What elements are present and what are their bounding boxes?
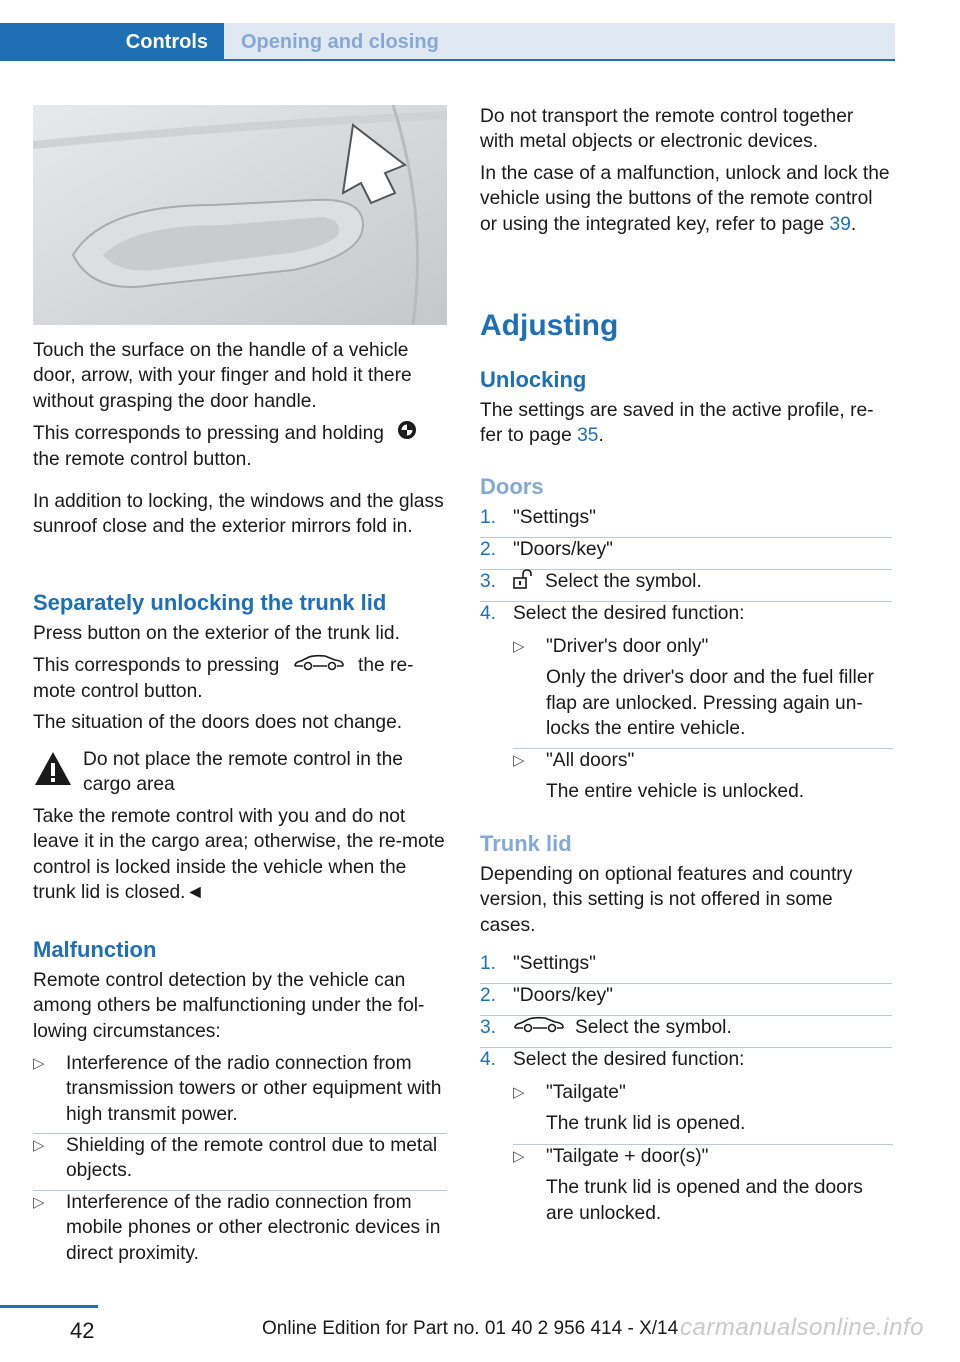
paragraph: In addition to locking, the windows and the glass sunroof close and the exterior mirrors fold in. — [33, 491, 444, 538]
heading-doors: Doors — [480, 474, 544, 499]
list-item: 1. "Settings" — [480, 507, 596, 528]
heading-trunk-lid: Trunk lid — [480, 831, 572, 856]
paragraph: This corresponds to pressing the re- mote control button. — [33, 655, 414, 702]
list-item: 2. "Doors/key" — [480, 539, 613, 560]
list-item: 1. "Settings" — [480, 953, 596, 974]
unlock-icon — [513, 569, 535, 596]
list-item: ▷ Interference of the radio connection from mobile phones or other electronic devices in direct proximity. — [33, 1192, 441, 1264]
car-outline-icon — [293, 653, 345, 678]
paragraph: Remote control detection by the vehicle can among others be malfunctioning under the fol-lowing circumstances: — [33, 970, 425, 1042]
list-item: ▷ "All doors" The entire vehicle is unlocked. — [513, 750, 805, 803]
list-item: 4. Select the desired function: — [480, 603, 745, 624]
door-handle-illustration — [33, 105, 447, 325]
list-item: ▷ Interference of the radio connection from transmission towers or other equipment with high transmit power. — [33, 1053, 442, 1125]
header-rule — [0, 59, 895, 61]
bmw-logo-icon — [397, 420, 417, 447]
paragraph: Press button on the exterior of the trunk lid. — [33, 623, 400, 644]
paragraph: The situation of the doors does not change. — [33, 712, 403, 733]
watermark: carmanualsonline.info — [680, 1314, 924, 1341]
list-item: 3. Select the symbol. — [480, 1015, 732, 1040]
warning-title: Do not place the remote control in the cargo area — [83, 749, 403, 796]
list-item: ▷ "Tailgate + door(s)" The trunk lid is opened and the doors are unlocked. — [513, 1146, 863, 1224]
page-number: 42 — [70, 1318, 95, 1343]
warning-triangle-icon — [33, 749, 73, 789]
page-link[interactable]: 39 — [829, 213, 851, 235]
list-item: 2. "Doors/key" — [480, 985, 613, 1006]
list-item: ▷ Shielding of the remote control due to metal objects. — [33, 1135, 438, 1182]
footer-edition: Online Edition for Part no. 01 40 2 956 414 - X/14 — [262, 1318, 679, 1339]
list-item: 3. Select the symbol. — [480, 569, 702, 596]
paragraph: Touch the surface on the handle of a vehicle door, arrow, with your finger and hold it there without grasping the door handle. — [33, 340, 412, 412]
heading-adjusting: Adjusting — [480, 309, 619, 342]
subsection-tab: Opening and closing — [224, 23, 895, 61]
footer-rule — [0, 1305, 98, 1308]
paragraph: In the case of a malfunction, unlock and lock the vehicle using the buttons of the remote control or using the integrated key, refer to page 39. — [480, 163, 890, 235]
paragraph: Do not transport the remote control together with metal objects or electronic devices. — [480, 106, 854, 153]
page-link[interactable]: 35 — [577, 425, 599, 447]
warning-body: Take the remote control with you and do not leave it in the cargo area; otherwise, the re-mote control is locked inside the vehicle when the trunk lid is closed.◄ — [33, 806, 445, 904]
list-item: ▷ "Tailgate" The trunk lid is opened. — [513, 1082, 746, 1135]
heading-malfunction: Malfunction — [33, 937, 157, 962]
heading-unlocking: Unlocking — [480, 367, 587, 392]
list-item: ▷ "Driver's door only" Only the driver's door and the fuel filler flap are unlocked. Pressing again un-locks the entire vehicle. — [513, 636, 874, 740]
paragraph: The settings are saved in the active profile, re-fer to page 35. — [480, 400, 874, 447]
heading-trunk: Separately unlocking the trunk lid — [33, 590, 387, 615]
list-item: 4. Select the desired function: — [480, 1049, 745, 1070]
paragraph: This corresponds to pressing and holding the remote control button. — [33, 420, 447, 473]
section-tab: Controls — [0, 23, 224, 61]
car-outline-icon — [513, 1015, 565, 1040]
paragraph: Depending on optional features and country version, this setting is not offered in some cases. — [480, 864, 853, 936]
